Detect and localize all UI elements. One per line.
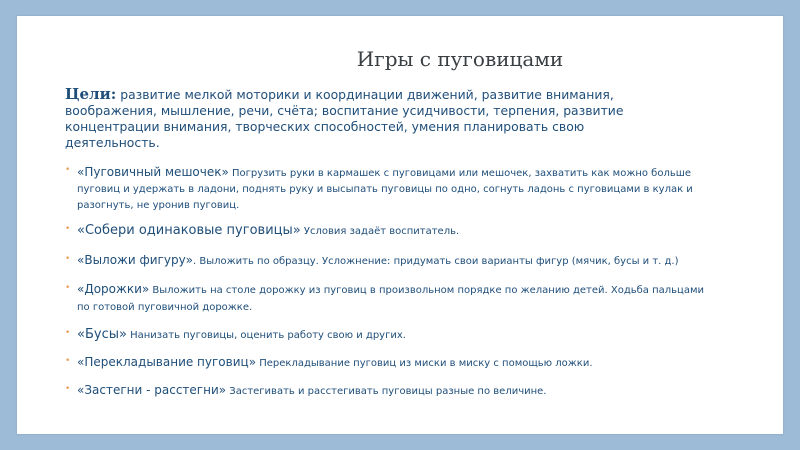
- game-description: Условия задаёт воспитатель.: [300, 226, 460, 237]
- game-name: «Застегни - расстегни»: [77, 383, 227, 397]
- list-item: [65, 221, 705, 240]
- game-description: Погрузить руки в кармашек с пуговицами или мешочек, захватить как можно больше пуговиц и удержать в ладони, поднять руку и высыпать пуговицы по одно, согнуть ладонь с пуговицами в кулак и разогнуть, не уронив пуговиц.: [77, 168, 693, 211]
- bullet-icon: •: [65, 165, 71, 175]
- game-description: . Выложить по образцу. Усложнение: придумать свои варианты фигур (мячик, бусы и т. д.): [193, 256, 679, 267]
- game-name: «Перекладывание пуговиц»: [77, 355, 257, 369]
- goals-label: Цели:: [65, 85, 117, 103]
- game-name: «Дорожки»: [77, 282, 150, 296]
- game-name: «Бусы»: [77, 327, 127, 342]
- bullet-icon: •: [65, 384, 71, 394]
- game-description: Нанизать пуговицы, оценить работу свою и других.: [126, 330, 406, 341]
- slide: [17, 16, 783, 434]
- list-item: [65, 325, 705, 344]
- bullet-icon: •: [65, 356, 71, 366]
- game-name: «Пуговичный мешочек»: [77, 165, 229, 179]
- list-item: [65, 252, 705, 269]
- list-item: [65, 281, 705, 315]
- list-item: [65, 353, 705, 372]
- game-name: «Собери одинаковые пуговицы»: [77, 223, 301, 238]
- game-name: «Выложи фигуру»: [77, 253, 194, 267]
- slide-title: Игры с пуговицами: [356, 47, 564, 71]
- game-description: Застегивать и расстегивать пуговицы разные по величине.: [226, 386, 547, 397]
- game-description: Выложить на столе дорожку из пуговиц в произвольном порядке по желанию детей. Ходьба пальцами по готовой пуговичной дорожке.: [77, 285, 705, 313]
- goals-paragraph: [65, 86, 675, 151]
- game-description: Перекладывание пуговиц из миски в миску с помощью ложки.: [256, 358, 593, 369]
- bullet-icon: •: [65, 328, 71, 338]
- bullet-icon: •: [65, 254, 71, 264]
- list-item: [65, 381, 705, 400]
- bullet-icon: •: [65, 224, 71, 234]
- bullet-icon: •: [65, 283, 71, 293]
- games-list: [65, 164, 705, 400]
- list-item: [65, 164, 705, 212]
- goals-text: развитие мелкой моторики и координации движений, развитие внимания, воображения, мышление, речи, счёта; воспитание усидчивости, терпения, развитие концентрации внимания, творческих способностей, умения планировать свою деятельность.: [65, 87, 624, 150]
